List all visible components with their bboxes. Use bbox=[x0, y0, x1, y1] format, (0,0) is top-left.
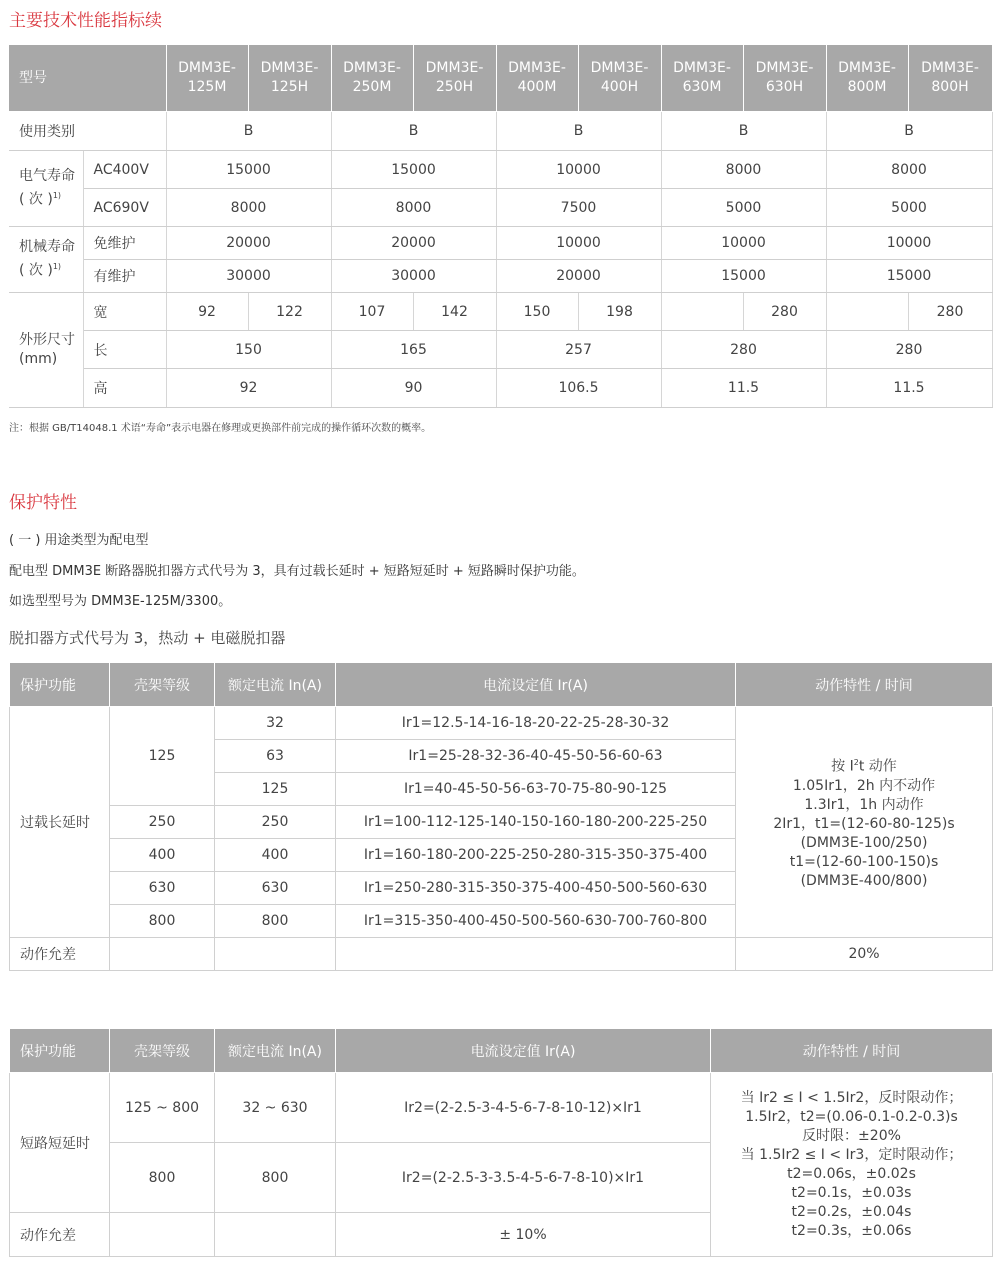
model-name: DMM3E- 250M bbox=[331, 45, 413, 112]
width-label: 宽 bbox=[83, 293, 166, 331]
usage-label: 使用类别 bbox=[9, 112, 166, 151]
height-label: 高 bbox=[83, 369, 166, 408]
empty-cell bbox=[336, 938, 736, 971]
setting-cell: Ir1=12.5-14-16-18-20-22-25-28-30-32 bbox=[336, 707, 736, 740]
width-cell: 122 bbox=[248, 293, 331, 331]
maint-free-row bbox=[9, 227, 992, 260]
model-name: DMM3E- 800H bbox=[908, 45, 992, 112]
frame-cell: 250 bbox=[110, 806, 215, 839]
paragraph-usage-type: ( 一 ) 用途类型为配电型 bbox=[9, 533, 149, 548]
current-cell: 32 bbox=[215, 707, 336, 740]
frame-cell: 800 bbox=[110, 1143, 215, 1213]
header-cell: 动作特性 / 时间 bbox=[711, 1029, 993, 1073]
usage-cell: B bbox=[496, 112, 661, 151]
width-cell: 150 bbox=[496, 293, 578, 331]
maint-cell: 30000 bbox=[166, 260, 331, 293]
ac400-cell: 10000 bbox=[496, 151, 661, 189]
ac400-label: AC400V bbox=[83, 151, 166, 189]
ac690-row bbox=[9, 189, 992, 227]
current-cell: 125 bbox=[215, 773, 336, 806]
model-name: DMM3E- 125H bbox=[248, 45, 331, 112]
header-cell: 额定电流 In(A) bbox=[215, 1029, 336, 1073]
empty-cell bbox=[215, 1213, 336, 1257]
frame-cell: 125 ~ 800 bbox=[110, 1073, 215, 1143]
usage-cell: B bbox=[826, 112, 992, 151]
specs-table bbox=[9, 44, 993, 408]
dim-label: 外形尺寸 (mm) bbox=[9, 293, 83, 408]
length-cell: 280 bbox=[661, 331, 826, 369]
width-cell: 107 bbox=[331, 293, 413, 331]
width-cell bbox=[661, 293, 743, 331]
current-cell: 250 bbox=[215, 806, 336, 839]
height-cell: 92 bbox=[166, 369, 331, 408]
frame-cell: 400 bbox=[110, 839, 215, 872]
maint-free-cell: 10000 bbox=[496, 227, 661, 260]
header-cell: 保护功能 bbox=[10, 1029, 110, 1073]
maint-label: 有维护 bbox=[83, 260, 166, 293]
tol-value: ± 10% bbox=[336, 1213, 711, 1257]
setting-cell: Ir1=250-280-315-350-375-400-450-500-560-630 bbox=[336, 872, 736, 905]
width-cell bbox=[826, 293, 908, 331]
paragraph-description: 配电型 DMM3E 断路器脱扣器方式代号为 3，具有过载长延时 + 短路短延时 + 短路瞬时保护功能。 bbox=[9, 564, 585, 579]
height-row bbox=[9, 369, 992, 408]
func-cell: 短路短延时 bbox=[10, 1073, 110, 1213]
setting-cell: Ir1=40-45-50-56-63-70-75-80-90-125 bbox=[336, 773, 736, 806]
maint-free-cell: 20000 bbox=[331, 227, 496, 260]
length-cell: 257 bbox=[496, 331, 661, 369]
model-name: DMM3E- 400H bbox=[578, 45, 661, 112]
model-name: DMM3E- 250H bbox=[413, 45, 496, 112]
section-title-specs: 主要技术性能指标续 bbox=[9, 11, 162, 31]
maint-free-cell: 20000 bbox=[166, 227, 331, 260]
overload-table bbox=[9, 662, 993, 971]
model-name: DMM3E- 125M bbox=[166, 45, 248, 112]
ac400-cell: 8000 bbox=[826, 151, 992, 189]
mech-life-label: 机械寿命 ( 次 )$^{1)}$ bbox=[9, 227, 83, 293]
ac690-cell: 5000 bbox=[661, 189, 826, 227]
tol-label: 动作允差 bbox=[10, 938, 110, 971]
ac400-row bbox=[9, 151, 992, 189]
header-cell: 电流设定值 Ir(A) bbox=[336, 663, 736, 707]
length-cell: 150 bbox=[166, 331, 331, 369]
length-cell: 280 bbox=[826, 331, 992, 369]
header-cell: 动作特性 / 时间 bbox=[736, 663, 993, 707]
setting-cell: Ir1=160-180-200-225-250-280-315-350-375-400 bbox=[336, 839, 736, 872]
maint-free-cell: 10000 bbox=[826, 227, 992, 260]
height-cell: 11.5 bbox=[826, 369, 992, 408]
short-delay-table bbox=[9, 1028, 993, 1257]
model-header-row bbox=[9, 45, 992, 112]
ac690-cell: 5000 bbox=[826, 189, 992, 227]
maint-free-cell: 10000 bbox=[661, 227, 826, 260]
height-cell: 90 bbox=[331, 369, 496, 408]
current-cell: 630 bbox=[215, 872, 336, 905]
width-cell: 142 bbox=[413, 293, 496, 331]
ac400-cell: 15000 bbox=[166, 151, 331, 189]
empty-cell bbox=[110, 938, 215, 971]
setting-cell: Ir1=25-28-32-36-40-45-50-56-60-63 bbox=[336, 740, 736, 773]
width-cell: 280 bbox=[908, 293, 992, 331]
maint-cell: 20000 bbox=[496, 260, 661, 293]
usage-row bbox=[9, 112, 992, 151]
width-cell: 92 bbox=[166, 293, 248, 331]
usage-cell: B bbox=[661, 112, 826, 151]
current-cell: 63 bbox=[215, 740, 336, 773]
length-cell: 165 bbox=[331, 331, 496, 369]
frame-cell: 630 bbox=[110, 872, 215, 905]
current-cell: 32 ~ 630 bbox=[215, 1073, 336, 1143]
maint-cell: 15000 bbox=[826, 260, 992, 293]
maint-free-label: 免维护 bbox=[83, 227, 166, 260]
paragraph-example: 如选型型号为 DMM3E-125M/3300。 bbox=[9, 594, 232, 609]
empty-cell bbox=[215, 938, 336, 971]
setting-cell: Ir1=100-112-125-140-150-160-180-200-225-250 bbox=[336, 806, 736, 839]
tol-value: 20% bbox=[736, 938, 993, 971]
ac400-cell: 15000 bbox=[331, 151, 496, 189]
header-cell: 壳架等级 bbox=[110, 1029, 215, 1073]
char-cell: 按 $I^2t$ 动作 1.05Ir1，2h 内不动作 1.3Ir1，1h 内动作 2Ir1，t1=(12-60-80-125)s (DMM3E-100/250) t1=(12-60-100-150)s (DMM3E-400/800) bbox=[736, 707, 993, 938]
height-cell: 11.5 bbox=[661, 369, 826, 408]
ac690-cell: 8000 bbox=[166, 189, 331, 227]
frame-cell: 125 bbox=[110, 707, 215, 806]
usage-cell: B bbox=[331, 112, 496, 151]
frame-cell: 800 bbox=[110, 905, 215, 938]
current-cell: 400 bbox=[215, 839, 336, 872]
footnote: 注：根据 GB/T14048.1 术语“寿命”表示电器在修理或更换部件前完成的操作循环次数的概率。 bbox=[9, 423, 432, 434]
elec-life-label: 电气寿命 ( 次 )$^{1)}$ bbox=[9, 151, 83, 227]
table-header-row bbox=[10, 1029, 993, 1073]
func-cell: 过载长延时 bbox=[10, 707, 110, 938]
ac690-label: AC690V bbox=[83, 189, 166, 227]
section-title-protection: 保护特性 bbox=[9, 493, 77, 513]
width-row bbox=[9, 293, 992, 331]
setting-cell: Ir2=(2-2.5-3-3.5-4-5-6-7-8-10)×Ir1 bbox=[336, 1143, 711, 1213]
subtitle-trip-type: 脱扣器方式代号为 3，热动 + 电磁脱扣器 bbox=[9, 629, 286, 647]
setting-cell: Ir1=315-350-400-450-500-560-630-700-760-800 bbox=[336, 905, 736, 938]
maint-cell: 15000 bbox=[661, 260, 826, 293]
ac400-cell: 8000 bbox=[661, 151, 826, 189]
char-cell: 当 Ir2 ≤ I < 1.5Ir2，反时限动作； 1.5Ir2，t2=(0.06-0.1-0.2-0.3)s 反时限：±20% 当 1.5Ir2 ≤ I < Ir3，定时限动作； t2=0.06s，±0.02s t2=0.1s，±0.03s t2=0.2s，±0.04s t2=0.3s，±0.06s bbox=[711, 1073, 993, 1257]
model-name: DMM3E- 630M bbox=[661, 45, 743, 112]
header-cell: 电流设定值 Ir(A) bbox=[336, 1029, 711, 1073]
model-name: DMM3E- 800M bbox=[826, 45, 908, 112]
header-cell: 壳架等级 bbox=[110, 663, 215, 707]
width-cell: 198 bbox=[578, 293, 661, 331]
width-cell: 280 bbox=[743, 293, 826, 331]
table-row bbox=[10, 707, 993, 740]
header-cell: 额定电流 In(A) bbox=[215, 663, 336, 707]
setting-cell: Ir2=(2-2.5-3-4-5-6-7-8-10-12)×Ir1 bbox=[336, 1073, 711, 1143]
header-cell: 保护功能 bbox=[10, 663, 110, 707]
tolerance-row bbox=[10, 938, 993, 971]
height-cell: 106.5 bbox=[496, 369, 661, 408]
current-cell: 800 bbox=[215, 1143, 336, 1213]
maint-row bbox=[9, 260, 992, 293]
length-row bbox=[9, 331, 992, 369]
usage-cell: B bbox=[166, 112, 331, 151]
model-name: DMM3E- 400M bbox=[496, 45, 578, 112]
empty-cell bbox=[110, 1213, 215, 1257]
ac690-cell: 7500 bbox=[496, 189, 661, 227]
model-name: DMM3E- 630H bbox=[743, 45, 826, 112]
maint-cell: 30000 bbox=[331, 260, 496, 293]
model-label: 型号 bbox=[9, 45, 166, 112]
length-label: 长 bbox=[83, 331, 166, 369]
table-row bbox=[10, 1073, 993, 1143]
table-header-row bbox=[10, 663, 993, 707]
current-cell: 800 bbox=[215, 905, 336, 938]
ac690-cell: 8000 bbox=[331, 189, 496, 227]
tol-label: 动作允差 bbox=[10, 1213, 110, 1257]
